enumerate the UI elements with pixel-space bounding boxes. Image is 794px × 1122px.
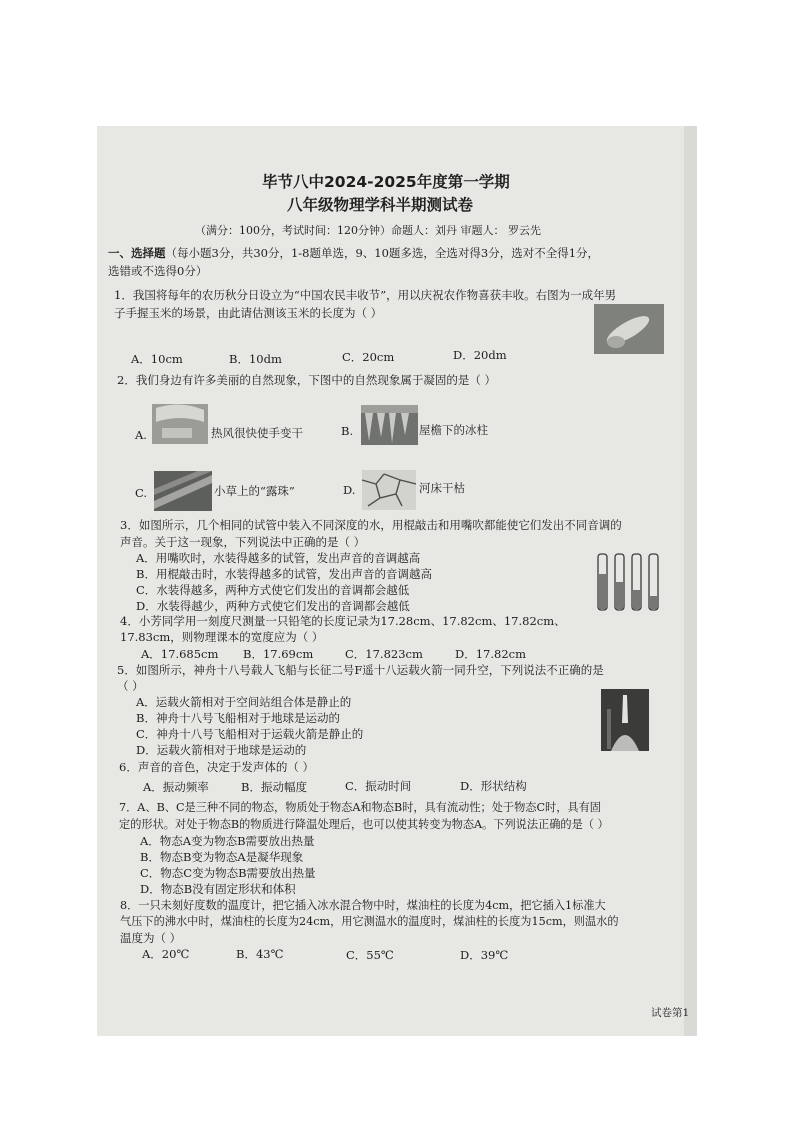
q7-option-c: C．物态C变为物态B需要放出热量 xyxy=(140,866,316,880)
q2-option-c-text: 小草上的“露珠” xyxy=(214,484,295,498)
q4-option-c: C．17.823cm xyxy=(345,647,423,661)
q1-option-d: D．20dm xyxy=(453,348,507,362)
section-heading: 一、选择题 xyxy=(108,246,166,260)
q3-stem-2: 声音。关于这一现象，下列说法中正确的是（ ） xyxy=(120,535,366,549)
q1-stem-1: 1．我国将每年的农历秋分日设立为“中国农民丰收节”，用以庆祝农作物喜获丰收。右图为一成年男 xyxy=(114,288,617,302)
q7-stem-2: 定的形状。对处于物态B的物质进行降温处理后，也可以使其转变为物态A。下列说法正确的是（ ） xyxy=(119,818,609,831)
q8-stem-3: 温度为（ ） xyxy=(120,931,182,945)
q4-stem-2: 17.83cm，则物理课本的宽度应为（ ） xyxy=(120,630,324,644)
q6-option-a: A．振动频率 xyxy=(143,780,209,794)
q2-option-c-letter: C. xyxy=(135,486,148,500)
q4-option-d: D．17.82cm xyxy=(455,647,526,661)
q4-stem-1: 4．小芳同学用一刻度尺测量一只铅笔的长度记录为17.28cm、17.82cm、17.82cm、 xyxy=(120,614,566,628)
section-heading-line xyxy=(108,246,599,260)
q3-option-b: B．用棍敲击时，水装得越多的试管，发出声音的音调越高 xyxy=(136,567,432,581)
q1-option-b: B．10dm xyxy=(229,352,282,366)
q6-option-d: D．形状结构 xyxy=(460,779,527,793)
q2-option-a-letter: A. xyxy=(135,428,147,442)
q6-option-b: B．振动幅度 xyxy=(241,780,307,794)
section-desc-2: 选错或不选得0分） xyxy=(108,264,208,278)
q6-option-c: C．振动时间 xyxy=(345,779,412,793)
exam-title: 毕节八中2024-2025年度第一学期 xyxy=(262,173,510,191)
q1-stem-2: 子手握玉米的场景，由此请估测该玉米的长度为（ ） xyxy=(114,306,383,320)
q2-option-a-text: 热风很快使手变干 xyxy=(211,426,303,440)
q8-option-c: C．55℃ xyxy=(346,948,394,962)
exam-info: （满分：100分，考试时间：120分钟）命题人：刘丹 审题人： 罗云先 xyxy=(195,224,541,237)
q2-option-d-letter: D. xyxy=(343,483,356,497)
q2-stem: 2．我们身边有许多美丽的自然现象，下图中的自然现象属于凝固的是（ ） xyxy=(117,373,496,387)
q3-stem-1: 3．如图所示，几个相同的试管中装入不同深度的水，用棍敲击和用嘴吹都能使它们发出不同音调的 xyxy=(120,518,622,532)
corn-photo xyxy=(594,304,664,354)
icicles-photo xyxy=(361,405,418,445)
test-tubes-figure xyxy=(594,552,664,612)
q1-option-a: A．10cm xyxy=(131,352,183,366)
q8-option-b: B．43℃ xyxy=(236,947,284,961)
q7-stem-1: 7．A、B、C是三种不同的物态，物质处于物态A和物态B时，具有流动性；处于物态C时，具有固 xyxy=(119,801,601,814)
hand-dryer-photo xyxy=(152,404,208,444)
page-number: 试卷第1 xyxy=(651,1007,690,1019)
q5-option-b: B．神舟十八号飞船相对于地球是运动的 xyxy=(136,711,340,725)
q4-option-a: A．17.685cm xyxy=(141,647,219,661)
q5-option-a: A．运载火箭相对于空间站组合体是静止的 xyxy=(136,695,352,709)
dew-grass-photo xyxy=(154,471,212,511)
q5-stem-2: （ ） xyxy=(117,679,144,693)
q1-option-c: C．20cm xyxy=(342,350,395,364)
q5-option-c: C．神舟十八号飞船相对于运载火箭是静止的 xyxy=(136,727,364,741)
q3-option-a: A．用嘴吹时，水装得越多的试管，发出声音的音调越高 xyxy=(136,551,421,565)
q8-option-d: D．39℃ xyxy=(460,948,509,962)
q7-option-a: A．物态A变为物态B需要放出热量 xyxy=(140,834,315,848)
q3-option-c: C．水装得越多，两种方式使它们发出的音调都会越低 xyxy=(136,583,410,597)
q2-option-d-text: 河床干枯 xyxy=(419,481,465,495)
section-desc: （每小题3分，共30分，1-8题单选，9、10题多选，全选对得3分，选对不全得1分， xyxy=(165,246,600,260)
q2-option-b-text: 屋檐下的冰柱 xyxy=(419,423,488,437)
q7-option-b: B．物态B变为物态A是凝华现象 xyxy=(140,850,304,864)
q7-option-d: D．物态B没有固定形状和体积 xyxy=(140,882,296,896)
q5-stem-1: 5．如图所示，神舟十八号载人飞船与长征二号F遥十八运载火箭一同升空，下列说法不正确的是 xyxy=(117,663,604,677)
dry-riverbed-photo xyxy=(362,470,416,510)
rocket-launch-photo xyxy=(601,689,649,751)
q5-option-d: D．运载火箭相对于地球是运动的 xyxy=(136,743,307,757)
q4-option-b: B．17.69cm xyxy=(243,647,314,661)
q2-option-b-letter: B. xyxy=(341,424,354,438)
exam-subtitle: 八年级物理学科半期测试卷 xyxy=(287,196,474,214)
q8-stem-2: 气压下的沸水中时，煤油柱的长度为24cm，用它测温水的温度时，煤油柱的长度为15cm，则温水的 xyxy=(120,915,619,928)
q6-stem: 6．声音的音色，决定于发声体的（ ） xyxy=(119,760,314,774)
q8-stem-1: 8．一只未刻好度数的温度计，把它插入冰水混合物中时，煤油柱的长度为4cm，把它插入1标准大 xyxy=(120,899,606,912)
q8-option-a: A．20℃ xyxy=(142,947,190,961)
paper-edge xyxy=(684,126,697,1036)
q3-option-d: D．水装得越少，两种方式使它们发出的音调都会越低 xyxy=(136,599,410,613)
